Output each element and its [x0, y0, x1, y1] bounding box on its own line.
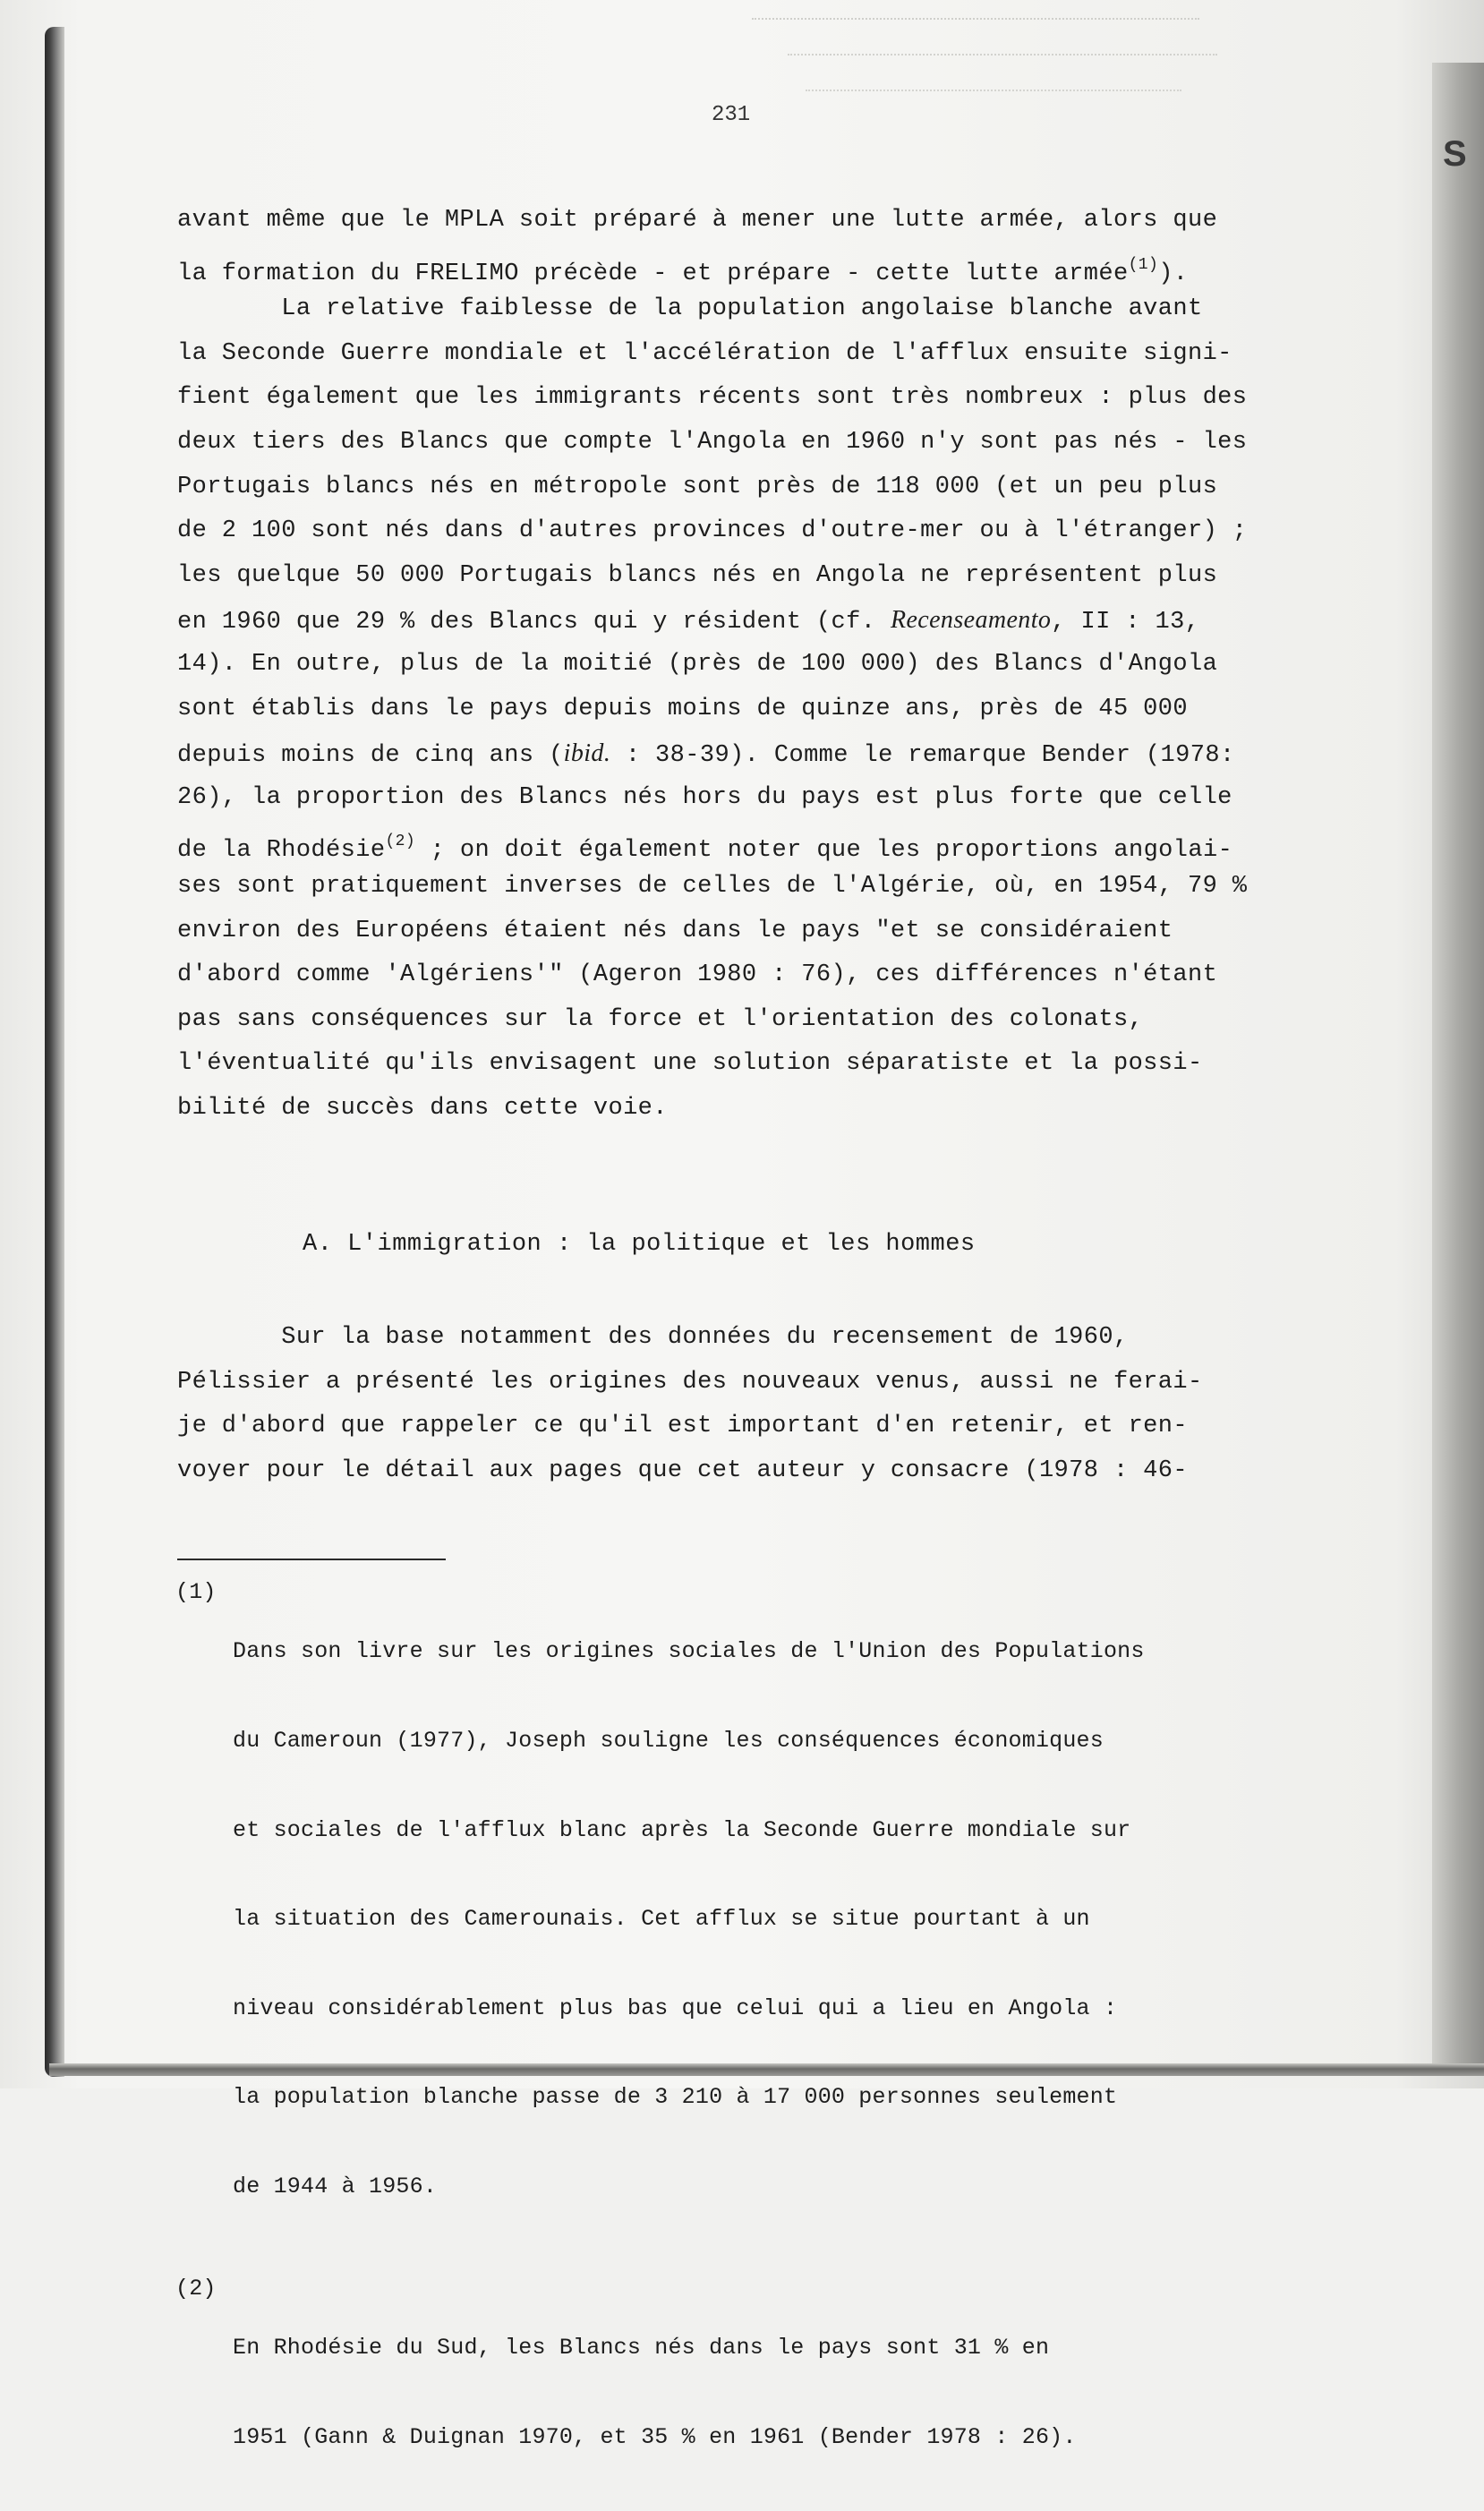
bleed-through-mark: [788, 54, 1217, 72]
text-line: les quelque 50 000 Portugais blancs nés en Angola ne représentent plus: [177, 561, 1218, 589]
footnote-ref-2: (2): [385, 833, 416, 851]
text-line: bilité de succès dans cette voie.: [177, 1094, 668, 1122]
text-line: d'abord comme 'Algériens'" (Ageron 1980 : 76), ces différences n'étant: [177, 961, 1218, 989]
text-line: ses sont pratiquement inverses de celles de l'Algérie, où, en 1954, 79 %: [177, 872, 1248, 900]
text-line: depuis moins de cinq ans (ibid. : 38-39). Comme le remarque Bender (1978:: [177, 739, 1235, 770]
text-line: La relative faiblesse de la population angolaise blanche avant: [177, 295, 1203, 323]
footnote-line: et sociales de l'afflux blanc après la Seconde Guerre mondiale sur: [233, 1816, 1131, 1843]
footnote-ref-1: (1): [1128, 255, 1159, 274]
text-line: l'éventualité qu'ils envisagent une solution séparatiste et la possi-: [177, 1050, 1203, 1078]
text-line: en 1960 que 29 % des Blancs qui y résident (cf. Recenseamento, II : 13,: [177, 606, 1200, 636]
footnote-line: En Rhodésie du Sud, les Blancs nés dans le pays sont 31 % en: [233, 2335, 1050, 2362]
footnote-line: 1951 (Gann & Duignan 1970, et 35 % en 1961 (Bender 1978 : 26).: [233, 2423, 1077, 2450]
footnote-line: du Cameroun (1977), Joseph souligne les conséquences économiques: [233, 1728, 1104, 1755]
footnote-label: (1): [175, 1579, 217, 1605]
text-line: de 2 100 sont nés dans d'autres provinces d'outre-mer ou à l'étranger) ;: [177, 517, 1248, 545]
footnote-line: Dans son livre sur les origines sociales de l'Union des Populations: [233, 1638, 1145, 1665]
paragraph-section-a: [177, 1316, 1251, 1493]
citation-ibid: ibid.: [563, 739, 611, 768]
text-line: voyer pour le détail aux pages que cet auteur y consacre (1978 : 46-: [177, 1456, 1188, 1484]
text-line: de la Rhodésie$^{(2)}$ ; on doit également noter que les proportions angolai-: [177, 833, 1233, 865]
text-line: environ des Européens étaient nés dans le pays "et se considéraient: [177, 917, 1173, 944]
section-heading: A. L'immigration : la politique et les hommes: [303, 1231, 976, 1258]
footnotes: [175, 1577, 1249, 2511]
page-edge-right: [1432, 63, 1484, 2068]
bleed-through-mark: [752, 18, 1199, 36]
text-line: la formation du FRELIMO précède - et prépare - cette lutte armée$^{(1)}$).: [177, 255, 1189, 287]
footnote-line: la situation des Camerounais. Cet afflux se situe pourtant à un: [233, 1906, 1090, 1933]
text-line: fient également que les immigrants récents sont très nombreux : plus des: [177, 384, 1248, 412]
footnote-2: [175, 2274, 1249, 2511]
text-line: 14). En outre, plus de la moitié (près de 100 000) des Blancs d'Angola: [177, 650, 1218, 678]
text-line: je d'abord que rappeler ce qu'il est important d'en retenir, et ren-: [177, 1413, 1188, 1440]
binding-shadow-left: [45, 27, 64, 2077]
citation-title: Recenseamento: [890, 606, 1052, 635]
text-line: pas sans conséquences sur la force et l'orientation des colonats,: [177, 1005, 1144, 1033]
page-number: 231: [712, 103, 751, 127]
text-line: Sur la base notamment des données du recensement de 1960,: [177, 1324, 1129, 1351]
paragraph-main: [177, 199, 1251, 1131]
bleed-through-mark: [806, 90, 1181, 107]
text-line: la Seconde Guerre mondiale et l'accélération de l'afflux ensuite signi-: [177, 339, 1232, 367]
footnote-line: la population blanche passe de 3 210 à 17 000 personnes seulement: [233, 2084, 1118, 2111]
text-line: avant même que le MPLA soit préparé à mener une lutte armée, alors que: [177, 207, 1218, 234]
footnote-label: (2): [175, 2275, 217, 2302]
text-line: Portugais blancs nés en métropole sont près de 118 000 (et un peu plus: [177, 473, 1218, 500]
footnote-line: niveau considérablement plus bas que celui qui a lieu en Angola :: [233, 1994, 1118, 2021]
text-line: 26), la proportion des Blancs nés hors du pays est plus forte que celle: [177, 783, 1232, 811]
footnote-separator: [177, 1559, 446, 1560]
text-line: sont établis dans le pays depuis moins de quinze ans, près de 45 000: [177, 695, 1188, 722]
footnote-line: de 1944 à 1956.: [233, 2174, 438, 2200]
edge-letter: S: [1443, 134, 1467, 174]
text-line: Pélissier a présenté les origines des nouveaux venus, aussi ne ferai-: [177, 1368, 1203, 1396]
text-line: deux tiers des Blancs que compte l'Angola en 1960 n'y sont pas nés - les: [177, 428, 1248, 456]
footnote-1: [175, 1577, 1249, 2261]
